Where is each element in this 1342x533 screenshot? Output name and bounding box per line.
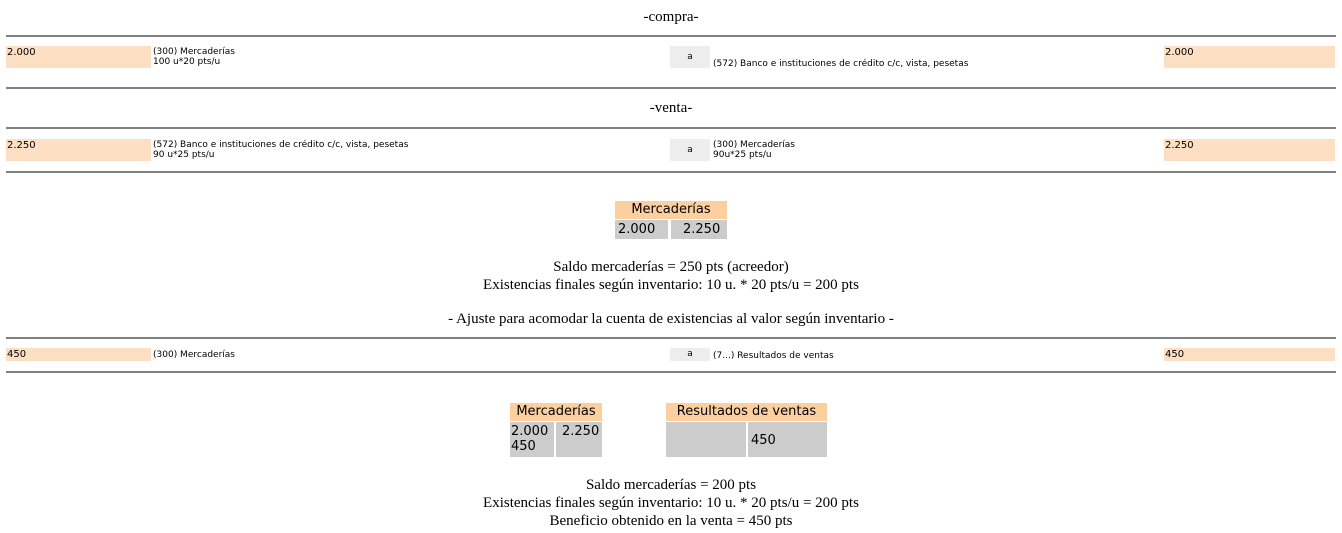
venta-title: -venta- <box>649 100 693 116</box>
venta-credit-amount: 2.250 <box>1164 139 1335 161</box>
ledger-credit: 2.250 <box>671 220 727 239</box>
summary1-line1: Saldo mercaderías = 250 pts (acreedor) <box>553 259 789 275</box>
venta-debit-amount: 2.250 <box>6 139 151 161</box>
ledger-title: Mercaderías <box>510 403 602 421</box>
ajuste-debit-account: (300) Mercaderías <box>153 350 235 360</box>
venta-debit-account-name: (572) Banco e instituciones de crédito c/c, vista, pesetas <box>153 140 409 150</box>
ledger-title: Mercaderías <box>615 201 727 219</box>
divider <box>6 171 1336 173</box>
ajuste-credit-amount: 450 <box>1164 348 1335 361</box>
ledger-debit-line: 2.000 <box>511 424 549 439</box>
summary2-line1: Saldo mercaderías = 200 pts <box>585 477 757 493</box>
compra-title: -compra- <box>643 9 699 25</box>
ledger-credit: 450 <box>748 422 827 457</box>
venta-debit-account <box>153 140 408 160</box>
ajuste-title: - Ajuste para acomodar la cuenta de existencias al valor según inventario - <box>448 311 894 327</box>
compra-credit-account: (572) Banco e instituciones de crédito c/c, vista, pesetas <box>713 59 969 69</box>
summary1-line2: Existencias finales según inventario: 10 u. * 20 pts/u = 200 pts <box>483 277 859 293</box>
venta-credit-detail: 90u*25 pts/u <box>713 150 772 160</box>
summary2-line2: Existencias finales según inventario: 10 u. * 20 pts/u = 200 pts <box>483 495 859 511</box>
ajuste-a-label: a <box>670 348 710 361</box>
ledger-debit <box>666 422 746 457</box>
compra-debit-account <box>153 47 235 67</box>
divider <box>6 35 1336 37</box>
venta-credit-account-name: (300) Mercaderías <box>713 140 795 150</box>
divider <box>6 127 1336 129</box>
divider <box>6 337 1336 339</box>
ajuste-debit-amount: 450 <box>6 348 151 361</box>
venta-a-label: a <box>670 139 710 161</box>
venta-credit-account <box>713 140 795 160</box>
ajuste-credit-account: (7...) Resultados de ventas <box>713 351 834 361</box>
ledger-debit: 2.000 <box>615 220 668 239</box>
ledger-title: Resultados de ventas <box>666 403 827 421</box>
ledger-debit <box>510 422 554 457</box>
ledger-debit-line: 450 <box>511 439 536 454</box>
divider <box>6 87 1336 89</box>
summary2-line3: Beneficio obtenido en la venta = 450 pts <box>549 513 793 529</box>
compra-credit-amount: 2.000 <box>1164 46 1335 68</box>
compra-debit-account-name: (300) Mercaderías <box>153 47 235 57</box>
compra-a-label: a <box>670 46 710 68</box>
compra-debit-amount: 2.000 <box>6 46 151 68</box>
venta-debit-detail: 90 u*25 pts/u <box>153 150 215 160</box>
ledger-credit: 2.250 <box>556 422 602 457</box>
compra-debit-detail: 100 u*20 pts/u <box>153 57 221 67</box>
divider <box>6 371 1336 373</box>
